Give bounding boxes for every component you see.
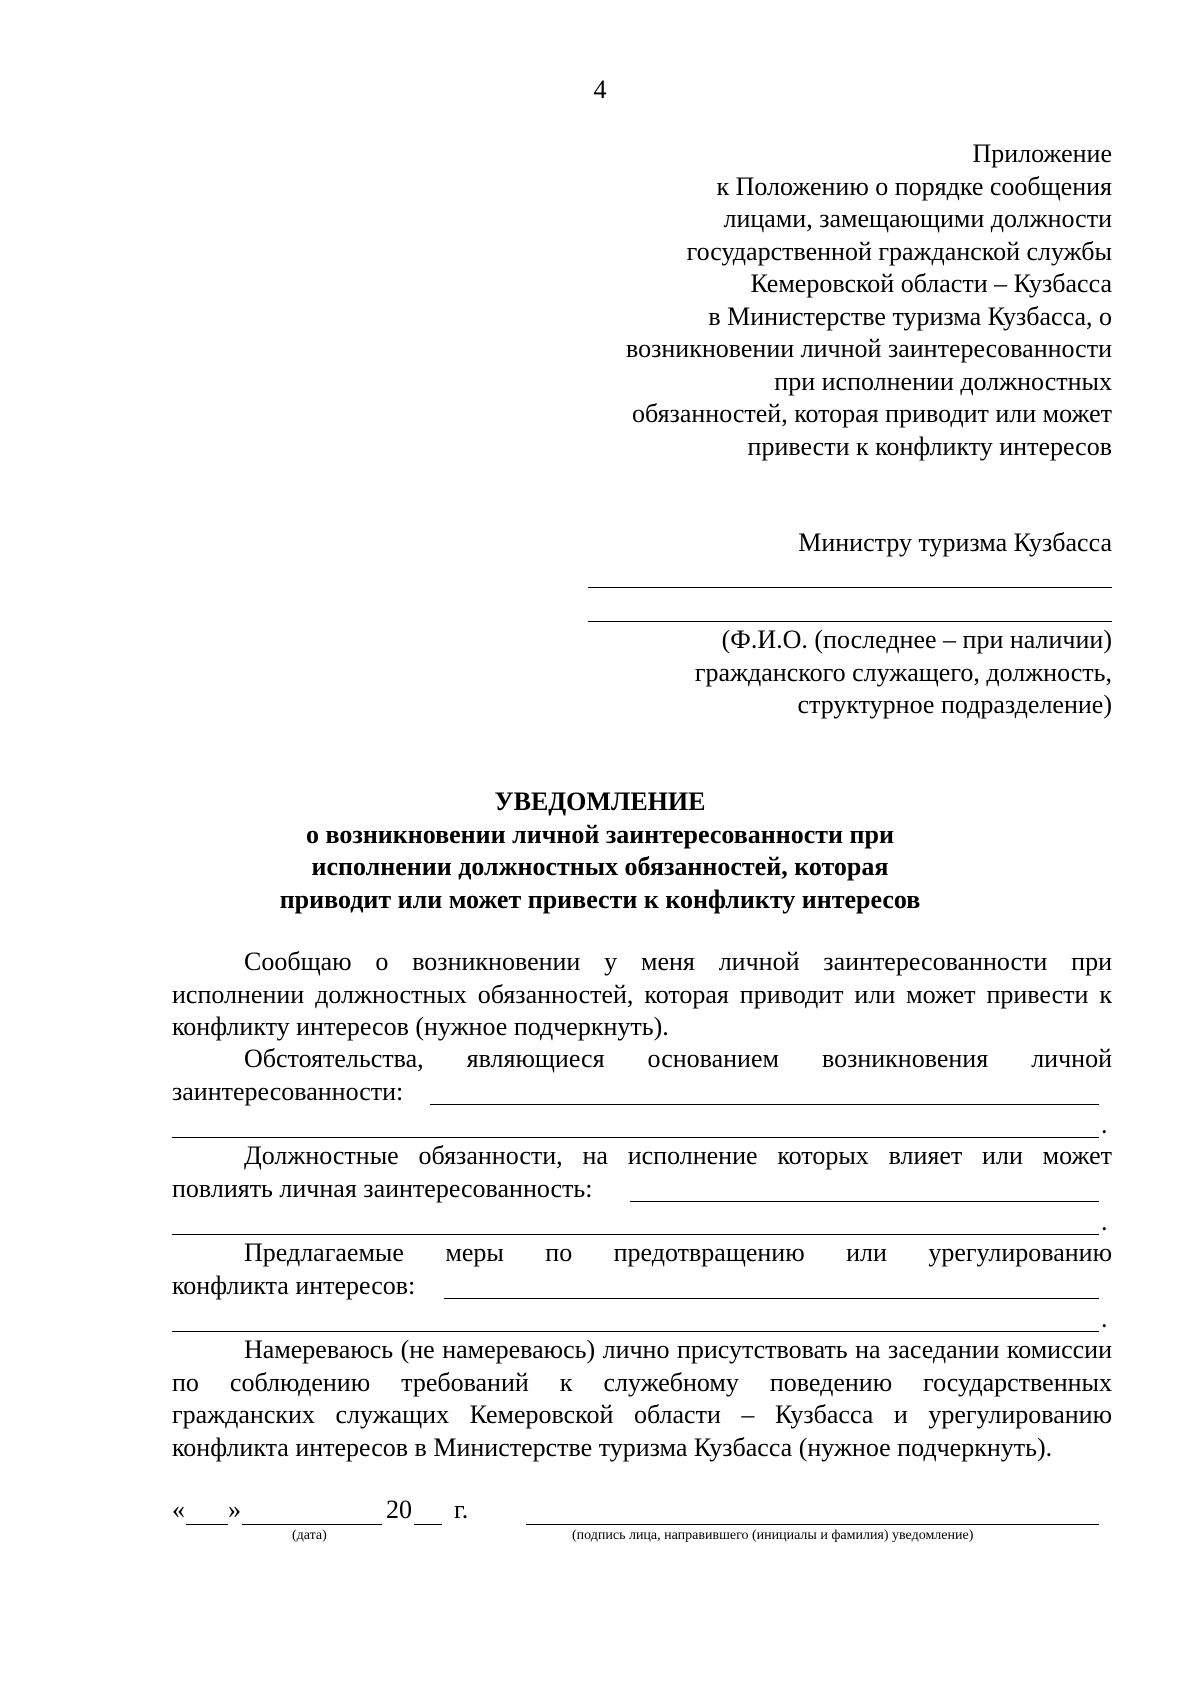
measures-fill-row — [172, 1270, 1112, 1303]
measures-fill-row-2 — [172, 1303, 1112, 1336]
fio-caption-line: гражданского служащего, должность, — [694, 657, 1112, 687]
circumstances-fill-row — [172, 1076, 1112, 1109]
paragraph-measures: Предлагаемые меры по предотвращению или урегулированию — [244, 1238, 1112, 1267]
date-year-prefix: 20 — [386, 1495, 412, 1524]
measures-label: конфликта интересов: — [172, 1271, 416, 1300]
title-subline: исполнении должностных обязанностей, которая — [311, 852, 889, 881]
duties-fill-row-2 — [172, 1206, 1112, 1239]
signature-blank-line[interactable] — [526, 1524, 1099, 1525]
date-year-suffix: г. — [454, 1495, 469, 1524]
date-year-blank[interactable] — [414, 1524, 442, 1525]
paragraph-duties: Должностные обязанности, на исполнение которых влияет или может — [244, 1141, 1112, 1170]
circumstances-label: заинтересованности: — [172, 1077, 404, 1106]
fio-blank-line-1[interactable] — [588, 587, 1112, 588]
appendix-line: к Положению о порядке сообщения — [716, 171, 1112, 201]
title-heading: УВЕДОМЛЕНИЕ — [494, 787, 706, 816]
appendix-line: Приложение — [972, 139, 1112, 168]
circumstances-blank-line-2[interactable] — [172, 1137, 1099, 1138]
fio-caption-line: (Ф.И.О. (последнее – при наличии) — [721, 625, 1112, 654]
duties-blank-line-2[interactable] — [172, 1234, 1099, 1235]
duties-label: повлиять личная заинтересованность: — [172, 1174, 593, 1203]
date-close-quote: » — [228, 1495, 241, 1524]
document-title — [0, 786, 1200, 916]
circumstances-fill-row-2 — [172, 1109, 1112, 1142]
appendix-line: при исполнении должностных — [774, 366, 1112, 396]
fio-caption — [572, 624, 1112, 722]
signature-caption: (подпись лица, направившего (инициалы и фамилия) уведомление) — [572, 1528, 974, 1543]
paragraph-commission: Намереваюсь (не намереваюсь) лично присутствовать на заседании комиссии по соблюдению требований к служебному поведению государственных гражданских служащих Кемеровской области – Кузбасса и урегулированию конфликта интересов в Министерстве туризма Кузбасса (нужное подчеркнуть). — [172, 1335, 1112, 1462]
line-end-dot: . — [1101, 1304, 1108, 1333]
paragraph-circumstances: Обстоятельства, являющиеся основанием возникновения личной — [244, 1044, 1112, 1073]
duties-fill-row — [172, 1173, 1112, 1206]
date-open-quote: « — [172, 1495, 185, 1524]
fio-blank-line-2[interactable] — [588, 621, 1112, 622]
line-end-dot: . — [1101, 1110, 1108, 1139]
page-number: 4 — [593, 75, 607, 104]
appendix-line: возникновении личной заинтересованности — [626, 334, 1112, 363]
addressee: Министру туризма Кузбасса — [798, 528, 1112, 557]
measures-blank-line[interactable] — [444, 1298, 1099, 1299]
date-month-blank[interactable] — [242, 1524, 382, 1525]
fio-caption-line: структурное подразделение) — [797, 690, 1112, 719]
duties-blank-line[interactable] — [630, 1201, 1099, 1202]
appendix-header — [552, 138, 1112, 463]
appendix-line: привести к конфликту интересов — [747, 431, 1112, 461]
title-subline: приводит или может привести к конфликту интересов — [279, 884, 921, 914]
appendix-line: государственной гражданской службы — [686, 236, 1112, 266]
title-subline: о возникновении личной заинтересованности при — [306, 819, 894, 849]
signature-block — [172, 1494, 1112, 1554]
measures-blank-line-2[interactable] — [172, 1331, 1099, 1332]
appendix-line: обязанностей, которая приводит или может — [632, 399, 1112, 428]
line-end-dot: . — [1101, 1207, 1108, 1236]
paragraph-notice: Сообщаю о возникновении у меня личной заинтересованности при исполнении должностных обязанностей, которая приводит или может привести к конфликту интересов (нужное подчеркнуть). — [172, 947, 1112, 1041]
date-day-blank[interactable] — [186, 1524, 228, 1525]
appendix-line: в Министерстве туризма Кузбасса, о — [708, 301, 1112, 331]
appendix-line: лицами, замещающими должности — [723, 204, 1112, 233]
circumstances-blank-line[interactable] — [430, 1104, 1099, 1105]
appendix-line: Кемеровской области – Кузбасса — [750, 269, 1112, 298]
date-caption: (дата) — [292, 1528, 327, 1543]
